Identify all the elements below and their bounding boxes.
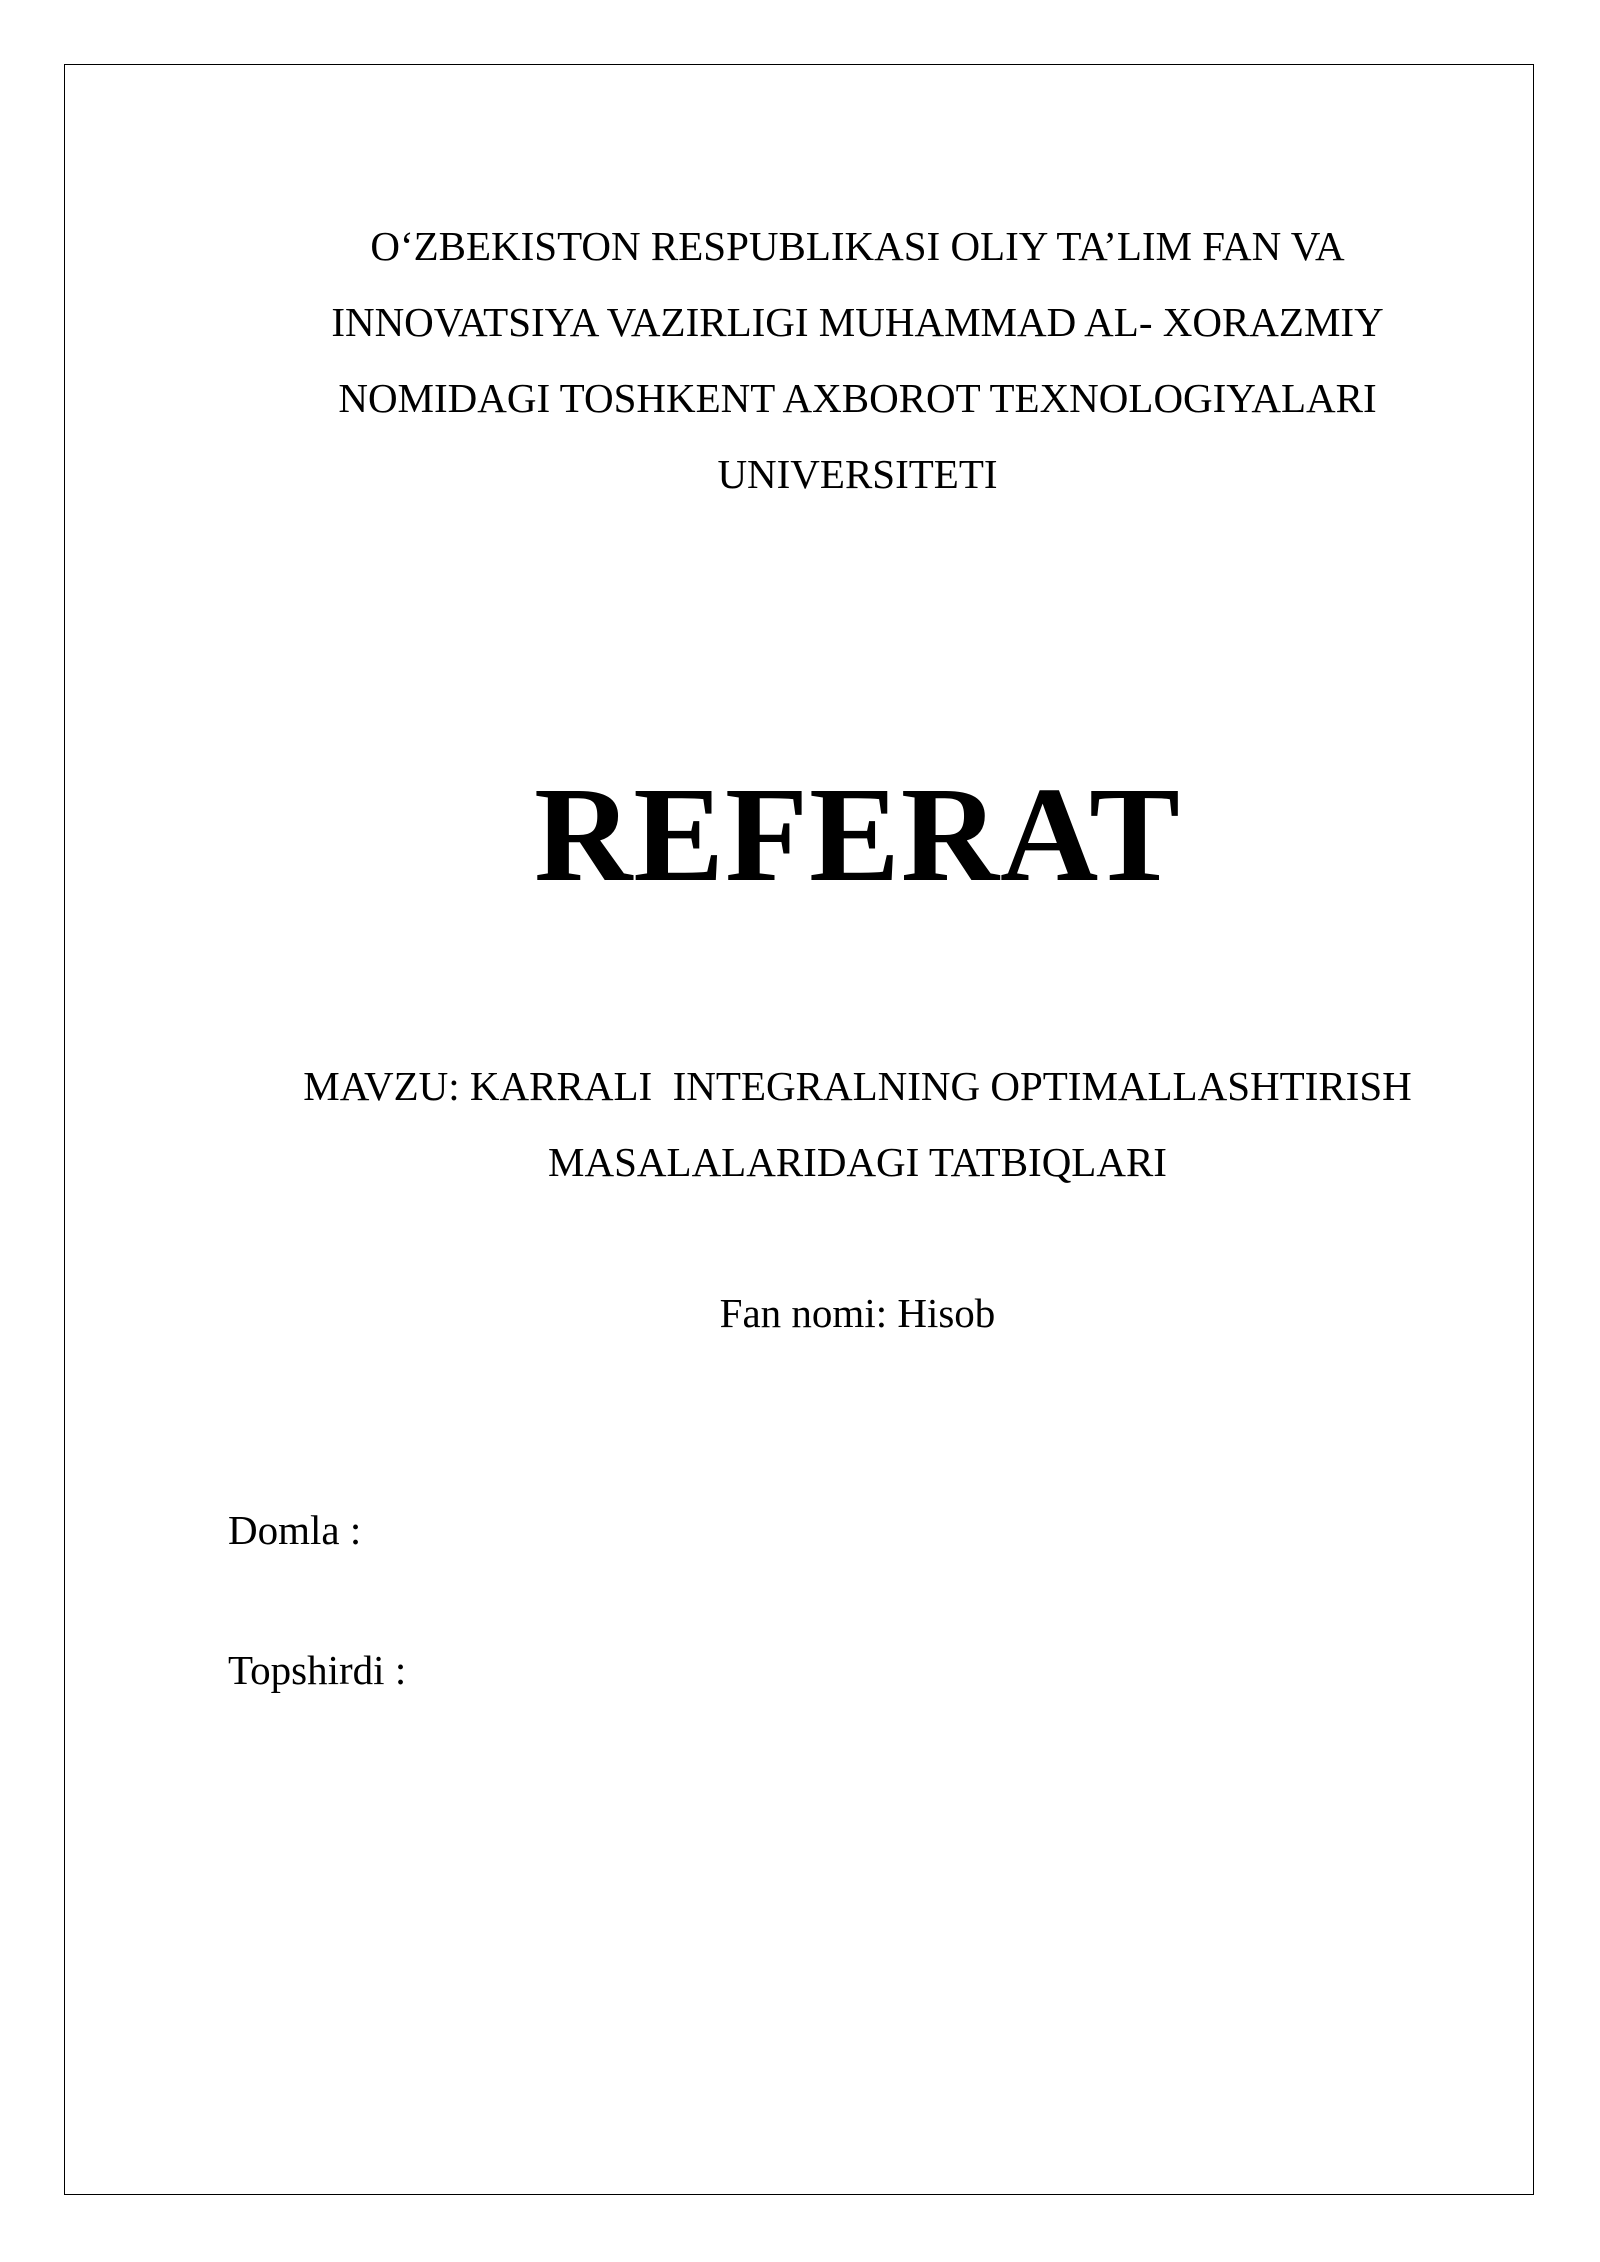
topic-heading: [230, 1048, 1485, 1200]
institution-line-3: NOMIDAGI TOSHKENT AXBOROT TEXNOLOGIYALARI: [338, 375, 1377, 421]
submitted-by-field-label: Topshirdi :: [228, 1647, 407, 1693]
institution-line-4: UNIVERSITETI: [717, 451, 998, 497]
subject-name: Fan nomi: Hisob: [719, 1290, 996, 1336]
topic-line-1: MAVZU: KARRALI INTEGRALNING OPTIMALLASHTIRISH: [303, 1063, 1412, 1109]
document-type-title: REFERAT: [534, 760, 1181, 910]
institution-heading: [230, 208, 1485, 512]
institution-line-1: O‘ZBEKISTON RESPUBLIKASI OLIY TA’LIM FAN VA: [370, 223, 1345, 269]
institution-line-2: INNOVATSIYA VAZIRLIGI MUHAMMAD AL- XORAZMIY: [331, 299, 1384, 345]
teacher-field-label: Domla :: [228, 1507, 362, 1553]
topic-line-2: MASALALARIDAGI TATBIQLARI: [548, 1139, 1167, 1185]
